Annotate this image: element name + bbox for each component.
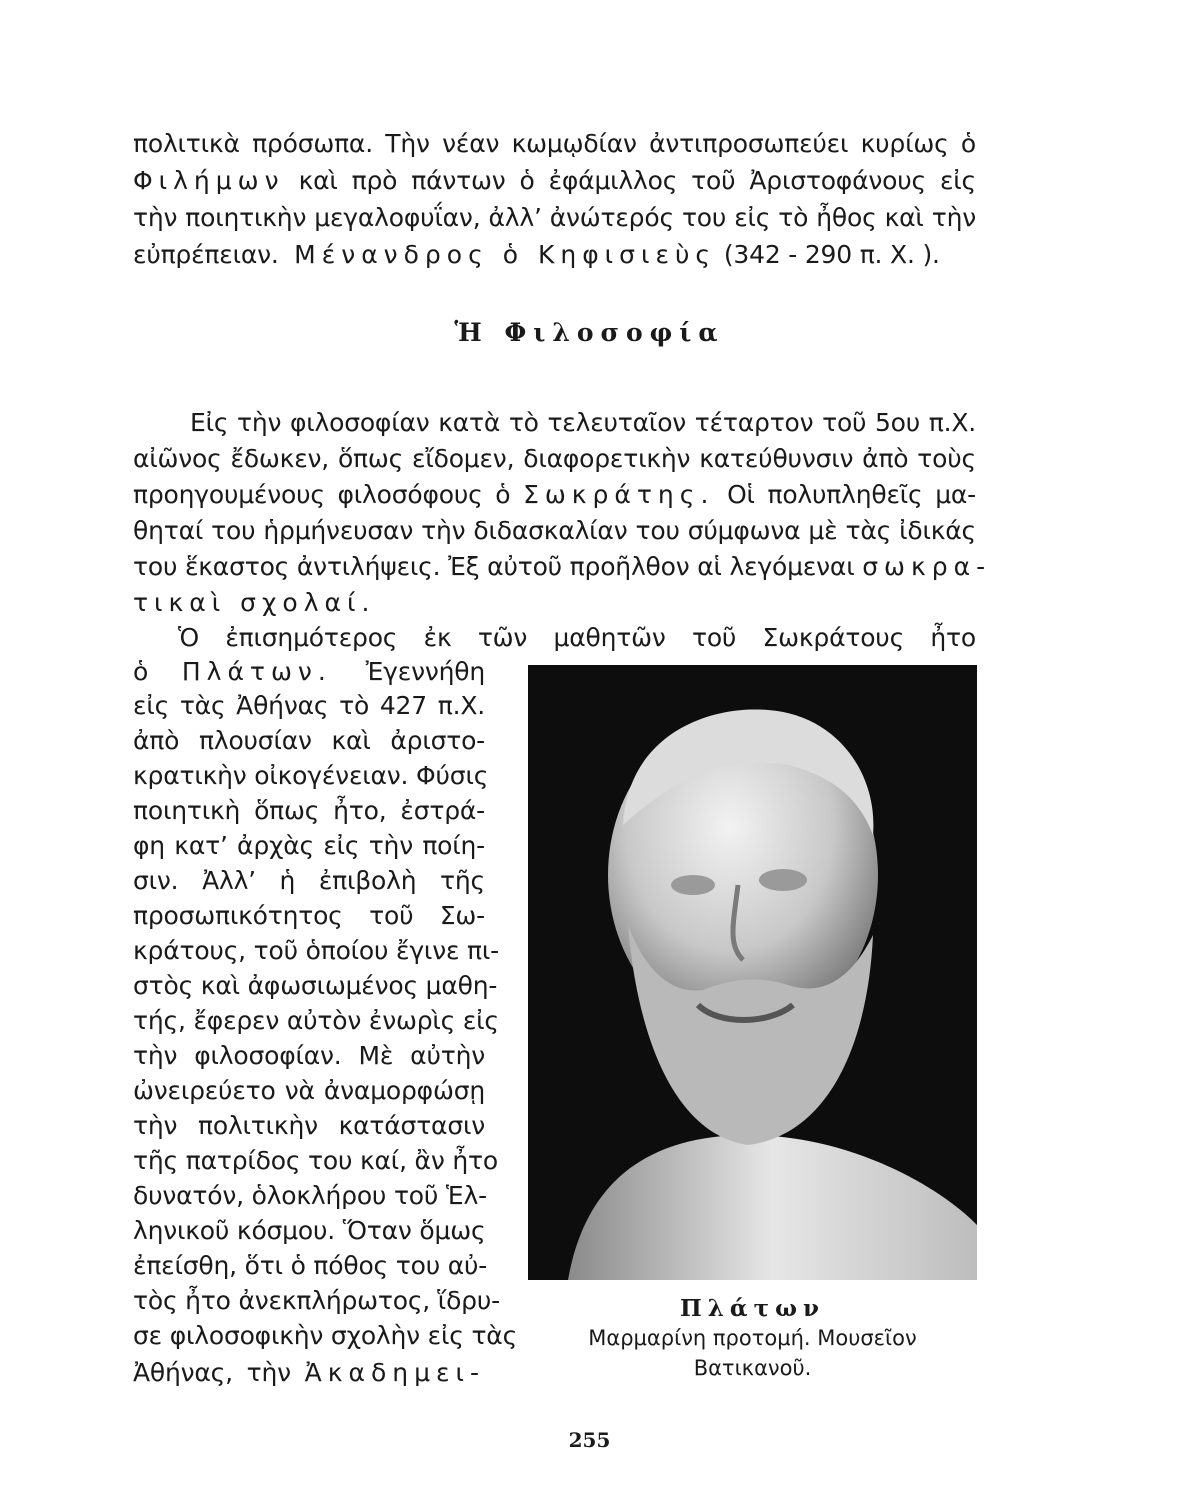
text-span: Ἐγεννήθη (365, 657, 485, 686)
text-line (133, 237, 940, 273)
text-span: προηγουμένους φιλοσόφους ὁ (133, 480, 511, 509)
text-line (178, 620, 976, 656)
text-line: τής, ἔφερεν αὐτὸν ἐνωρὶς εἰς (133, 1006, 499, 1035)
text-span: εὐπρέπειαν. (133, 240, 279, 269)
spaced-term: Ἀκαδημει- (304, 1358, 485, 1387)
text-line: σε φιλοσοφικὴν σχολὴν εἰς τὰς (133, 1321, 518, 1350)
text-line: ληνικοῦ κόσμου. Ὅταν ὅμως (133, 1216, 486, 1245)
plato-bust-photo (528, 665, 977, 1280)
text-line (133, 654, 485, 690)
spaced-term: σωκρα- (862, 552, 992, 581)
name-menandros: Μένανδρος ὁ Κηφισιεὺς (294, 240, 717, 269)
text-span: του ἕκαστος ἀντιλήψεις. Ἐξ αὐτοῦ προῆλθον αἱ λεγόμεναι (133, 552, 855, 581)
name-platon: Πλάτων. (181, 657, 332, 686)
text-line (133, 200, 976, 236)
name-sokrates: Σωκράτης. (523, 480, 715, 509)
text-line (133, 126, 976, 162)
page-number: 255 (568, 1428, 611, 1452)
text-line: κράτους, τοῦ ὁποίου ἔγινε πι- (133, 936, 499, 965)
text-line (133, 549, 992, 585)
text-line: δυνατόν, ὁλοκλήρου τοῦ Ἑλ- (133, 1181, 487, 1210)
text-line (133, 441, 976, 477)
text-line (190, 405, 976, 441)
name-philemon: Φιλήμων (133, 166, 285, 195)
text-line: εἰς τὰς Ἀθήνας τὸ 427 π.Χ. (133, 691, 485, 720)
figure-caption-line2: Βατικανοῦ. (693, 1356, 812, 1380)
text-line (133, 477, 976, 513)
text-line: στὸς καὶ ἀφωσιωμένος μαθη- (133, 971, 498, 1000)
dates: (342 - 290 π. Χ. ). (723, 240, 940, 269)
text-line (133, 163, 976, 199)
text-span: τὴν ποιητικὴν μεγαλοφυΐαν, ἀλλ’ ἀνώτερός του εἰς τὸ ἦθος καὶ τὴν (133, 203, 976, 232)
text-span: αἰῶνος ἔδωκεν, ὅπως εἴδομεν, διαφορετικὴν κατεύθυνσιν ἀπὸ τοὺς (133, 444, 976, 473)
text-line: ποιητικὴ ὅπως ἦτο, ἐστρά- (133, 796, 485, 825)
text-line: τὴν πολιτικὴν κατάστασιν (133, 1111, 485, 1140)
spaced-term: τικαὶ σχολαί. (133, 588, 376, 617)
text-span: καὶ πρὸ πάντων ὁ ἐφάμιλλος τοῦ Ἀριστοφάνους εἰς (298, 166, 977, 195)
text-line: προσωπικότητος τοῦ Σω- (133, 901, 485, 930)
text-line: φη κατ’ ἀρχὰς εἰς τὴν ποίη- (133, 831, 485, 860)
text-line (133, 585, 375, 621)
text-span: Ὁ ἐπισημότερος ἐκ τῶν μαθητῶν τοῦ Σωκράτους ἦτο (178, 623, 976, 652)
text-span: θηταί του ἡρμήνευσαν τὴν διδασκαλίαν του σύμφωνα μὲ τὰς ἰδικάς (133, 516, 976, 545)
figure-caption-line1: Μαρμαρίνη προτομή. Μουσεῖον (588, 1326, 917, 1350)
text-line: τῆς πατρίδος του καί, ἂν ἦτο (133, 1146, 498, 1175)
text-span: Οἱ πολυπληθεῖς μα- (727, 480, 977, 509)
text-line: κρατικὴν οἰκογένειαν. Φύσις (133, 761, 489, 790)
text-line (133, 513, 976, 549)
bust-illustration (528, 665, 977, 1280)
text-span: Ἀθήνας, τὴν (133, 1358, 291, 1387)
text-line (133, 1355, 485, 1391)
text-line: ἀπὸ πλουσίαν καὶ ἀριστο- (133, 726, 485, 755)
figure-title: Πλάτων (680, 1295, 825, 1322)
text-span: Εἰς τὴν φιλοσοφίαν κατὰ τὸ τελευταῖον τέταρτον τοῦ 5ου π.Χ. (190, 408, 976, 437)
text-line: ὠνειρεύετο νὰ ἀναμορφώσῃ (133, 1076, 485, 1105)
text-line: τὸς ἦτο ἀνεκπλήρωτος, ἵδρυ- (133, 1286, 500, 1315)
text-span: ὁ (133, 657, 149, 686)
section-heading: Ἡ Φιλοσοφία (454, 318, 725, 347)
text-line: τὴν φιλοσοφίαν. Μὲ αὐτὴν (133, 1041, 485, 1070)
text-span: πολιτικὰ πρόσωπα. Τὴν νέαν κωμῳδίαν ἀντιπροσωπεύει κυρίως ὁ (133, 129, 976, 158)
text-line: ἐπείσθη, ὅτι ὁ πόθος του αὐ- (133, 1251, 488, 1280)
text-line: σιν. Ἀλλ’ ἡ ἐπιβολὴ τῆς (133, 866, 485, 895)
